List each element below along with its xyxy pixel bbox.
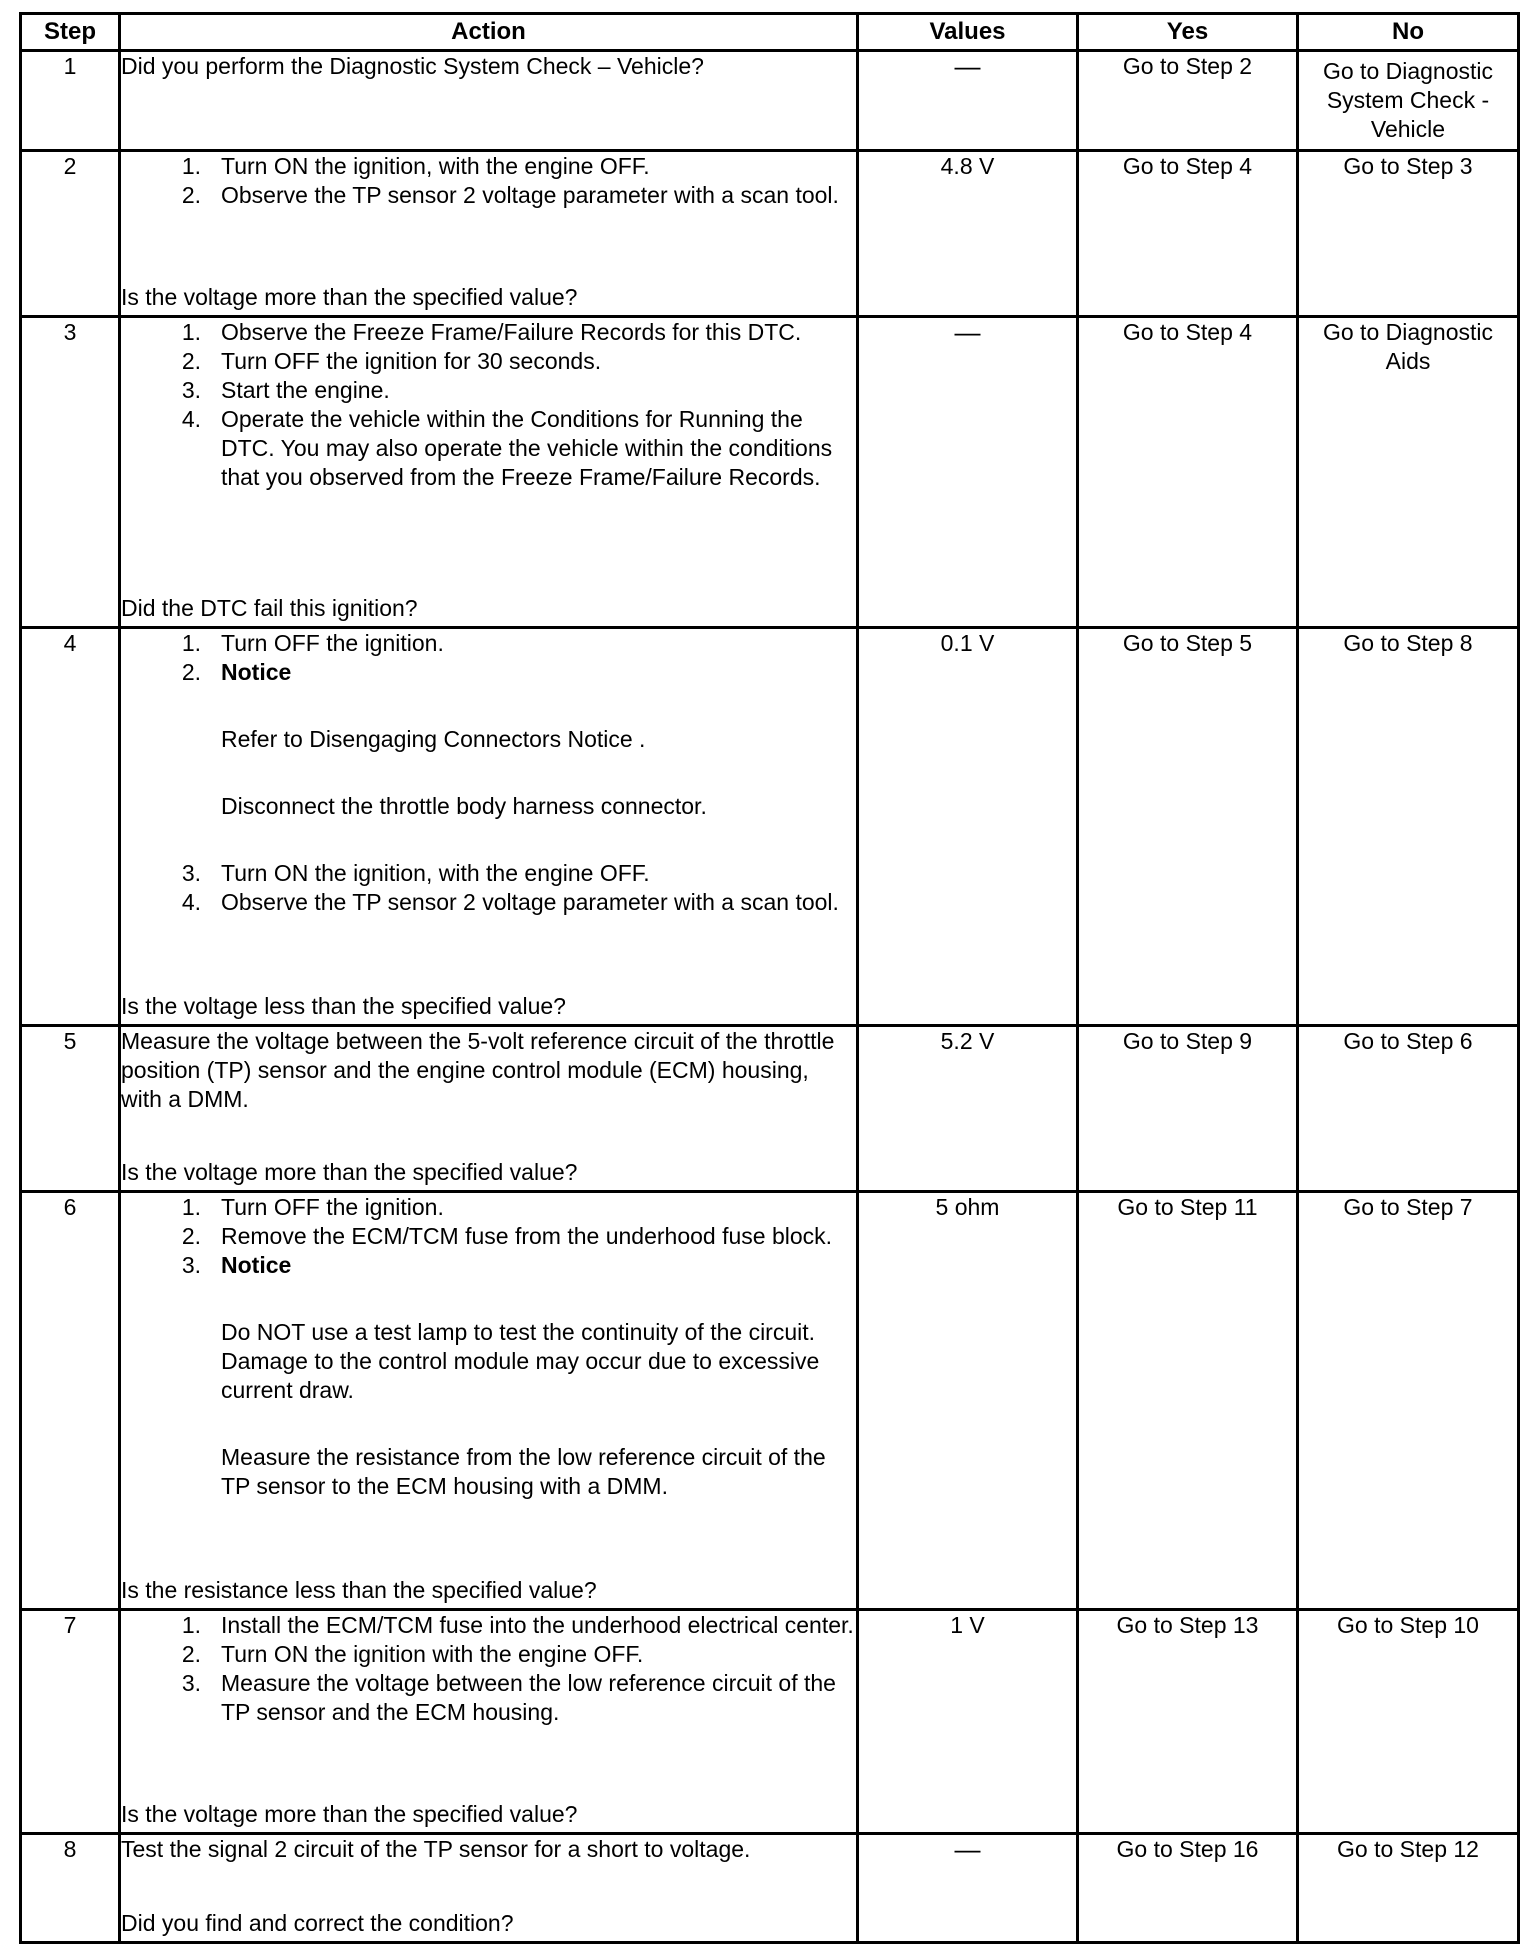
notice-label: Notice bbox=[221, 1252, 292, 1278]
list-item: 2. Notice bbox=[121, 658, 856, 687]
question-text: Is the voltage less than the specified value? bbox=[121, 993, 566, 1019]
question-text: Is the resistance less than the specified value? bbox=[121, 1577, 597, 1603]
list-item: 3. Start the engine. bbox=[181, 377, 390, 403]
step-number: 1 bbox=[21, 51, 120, 151]
yes-cell: Go to Step 2 bbox=[1078, 51, 1298, 151]
question-text: Did you find and correct the condition? bbox=[121, 1910, 514, 1936]
value-cell: 4.8 V bbox=[858, 151, 1078, 317]
list-item: 3. Notice bbox=[121, 1251, 856, 1280]
action-cell bbox=[120, 628, 858, 1026]
question-text: Is the voltage more than the specified value? bbox=[121, 284, 578, 310]
question-text: Is the voltage more than the specified value? bbox=[121, 1159, 578, 1185]
question-text: Did the DTC fail this ignition? bbox=[121, 595, 418, 621]
header-row bbox=[21, 14, 1519, 51]
value-cell: 5.2 V bbox=[858, 1026, 1078, 1192]
value-text: — bbox=[954, 1834, 981, 1864]
step-number: 2 bbox=[21, 151, 120, 317]
list-item: 2. Turn OFF the ignition for 30 seconds. bbox=[181, 348, 602, 374]
yes-cell: Go to Step 11 bbox=[1078, 1192, 1298, 1610]
header-action: Action bbox=[120, 14, 858, 51]
table-row bbox=[21, 1026, 1519, 1192]
table-row bbox=[21, 317, 1519, 628]
yes-cell: Go to Step 16 bbox=[1078, 1834, 1298, 1943]
no-cell: Go to Step 12 bbox=[1298, 1834, 1519, 1943]
no-cell: Go to Step 8 bbox=[1298, 628, 1519, 1026]
list-item: 1. Install the ECM/TCM fuse into the underhood electrical center. bbox=[181, 1612, 854, 1638]
value-text: — bbox=[954, 317, 981, 347]
value-cell bbox=[858, 317, 1078, 628]
table-row bbox=[21, 151, 1519, 317]
list-item: 1. Turn OFF the ignition. bbox=[181, 1194, 444, 1220]
value-cell: 1 V bbox=[858, 1610, 1078, 1834]
no-cell: Go to Diagnostic Aids bbox=[1298, 317, 1519, 628]
value-text: — bbox=[954, 51, 981, 81]
action-cell bbox=[120, 1026, 858, 1192]
notice-text: Do NOT use a test lamp to test the continuity of the circuit. Damage to the control module may occur due to excessive current draw. bbox=[221, 1319, 820, 1403]
notice-label: Notice bbox=[221, 659, 292, 685]
action-cell bbox=[120, 51, 858, 151]
no-cell: Go to Step 3 bbox=[1298, 151, 1519, 317]
step-number: 7 bbox=[21, 1610, 120, 1834]
list-item: 2. Remove the ECM/TCM fuse from the underhood fuse block. bbox=[181, 1223, 833, 1249]
no-cell: Go to Step 6 bbox=[1298, 1026, 1519, 1192]
notice-text: Refer to Disengaging Connectors Notice . bbox=[221, 726, 646, 752]
list-item: 1. Turn ON the ignition, with the engine OFF. bbox=[181, 153, 650, 179]
question-text: Is the voltage more than the specified value? bbox=[121, 1801, 578, 1827]
list-item: 2. Observe the TP sensor 2 voltage parameter with a scan tool. bbox=[181, 182, 839, 208]
list-item: 3. Measure the voltage between the low reference circuit of the TP sensor and the ECM housing. bbox=[181, 1670, 836, 1725]
action-cell bbox=[120, 1192, 858, 1610]
action-cell bbox=[120, 1610, 858, 1834]
list-item: 3. Turn ON the ignition, with the engine OFF. bbox=[181, 860, 650, 886]
diagnostic-table bbox=[19, 12, 1520, 1944]
step-number: 4 bbox=[21, 628, 120, 1026]
table-row bbox=[21, 1834, 1519, 1943]
header-values: Values bbox=[858, 14, 1078, 51]
yes-cell: Go to Step 4 bbox=[1078, 151, 1298, 317]
header-step: Step bbox=[21, 14, 120, 51]
list-item: 1. Observe the Freeze Frame/Failure Records for this DTC. bbox=[181, 319, 802, 345]
table-row bbox=[21, 628, 1519, 1026]
no-cell: Go to Step 7 bbox=[1298, 1192, 1519, 1610]
step-number: 8 bbox=[21, 1834, 120, 1943]
action-text: Measure the voltage between the 5-volt reference circuit of the throttle position (TP) sensor and the engine control module (ECM) housing, with a DMM. bbox=[121, 1028, 835, 1112]
step-number: 3 bbox=[21, 317, 120, 628]
table-row bbox=[21, 1192, 1519, 1610]
notice-instruction: Disconnect the throttle body harness connector. bbox=[221, 793, 707, 819]
header-yes: Yes bbox=[1078, 14, 1298, 51]
notice-instruction: Measure the resistance from the low reference circuit of the TP sensor to the ECM housing with a DMM. bbox=[221, 1444, 826, 1499]
step-number: 6 bbox=[21, 1192, 120, 1610]
value-cell: 5 ohm bbox=[858, 1192, 1078, 1610]
list-item: 1. Turn OFF the ignition. bbox=[181, 630, 444, 656]
list-item: 4. Operate the vehicle within the Conditions for Running the DTC. You may also operate the vehicle within the conditions that you observed from the Freeze Frame/Failure Records. bbox=[181, 406, 833, 490]
action-text: Test the signal 2 circuit of the TP sensor for a short to voltage. bbox=[121, 1836, 751, 1862]
action-cell bbox=[120, 151, 858, 317]
value-cell bbox=[858, 51, 1078, 151]
list-item: 4. Observe the TP sensor 2 voltage parameter with a scan tool. bbox=[181, 889, 839, 915]
action-cell bbox=[120, 317, 858, 628]
yes-cell: Go to Step 9 bbox=[1078, 1026, 1298, 1192]
table-row bbox=[21, 1610, 1519, 1834]
action-text: Did you perform the Diagnostic System Check – Vehicle? bbox=[121, 53, 704, 79]
value-cell: 0.1 V bbox=[858, 628, 1078, 1026]
yes-cell: Go to Step 5 bbox=[1078, 628, 1298, 1026]
yes-cell: Go to Step 4 bbox=[1078, 317, 1298, 628]
no-cell: Go to Step 10 bbox=[1298, 1610, 1519, 1834]
list-item: 2. Turn ON the ignition with the engine OFF. bbox=[181, 1641, 644, 1667]
table-row bbox=[21, 51, 1519, 151]
yes-cell: Go to Step 13 bbox=[1078, 1610, 1298, 1834]
no-cell: Go to Diagnostic System Check - Vehicle bbox=[1298, 51, 1519, 151]
action-cell bbox=[120, 1834, 858, 1943]
header-no: No bbox=[1298, 14, 1519, 51]
step-number: 5 bbox=[21, 1026, 120, 1192]
value-cell bbox=[858, 1834, 1078, 1943]
